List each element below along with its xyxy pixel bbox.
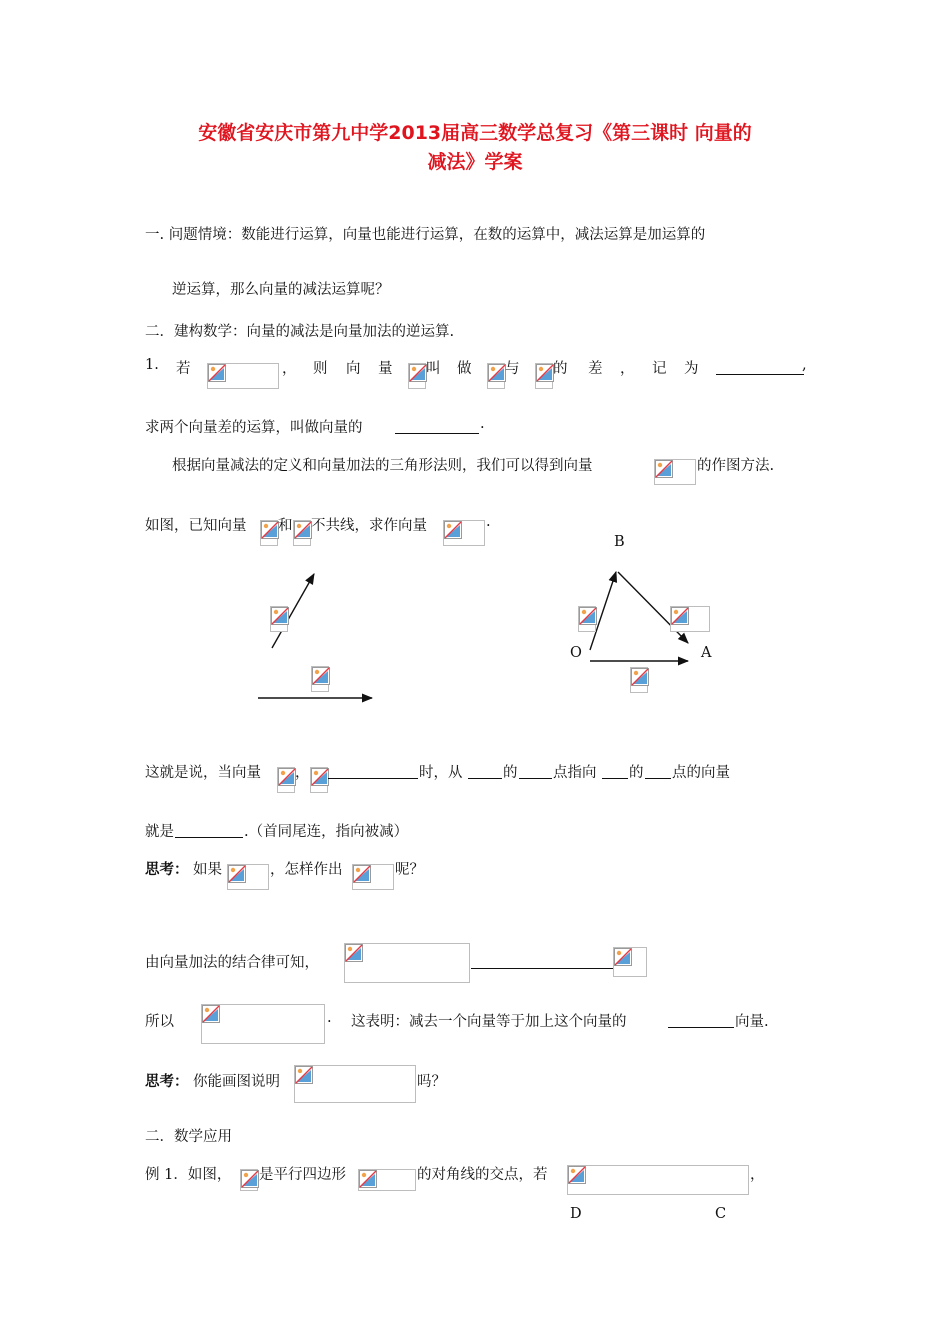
think1-b: ，怎样作出 xyxy=(270,862,343,878)
item1-ze: 则 xyxy=(313,361,328,377)
answer-blank xyxy=(668,1010,734,1028)
answer-blank xyxy=(471,951,613,969)
image-placeholder-icon xyxy=(202,1005,220,1023)
section1-line2: 逆运算，那么向量的减法运算呢？ xyxy=(172,282,390,298)
example1-c: 的对角线的交点，若 xyxy=(417,1167,548,1183)
image-placeholder-icon xyxy=(359,1170,377,1188)
saying-c: 时，从 xyxy=(419,765,463,781)
saying-b: ， xyxy=(295,765,310,781)
point-label-A: A xyxy=(701,645,712,661)
formula-image xyxy=(201,1004,325,1044)
example1-a: 例 1．如图， xyxy=(145,1167,232,1183)
image-placeholder-icon xyxy=(311,768,329,786)
image-placeholder-icon xyxy=(353,865,371,883)
image-placeholder-icon xyxy=(579,607,597,625)
item1-liang: 量 xyxy=(378,361,393,377)
item1-ruo: 若 xyxy=(176,361,191,377)
image-placeholder-icon xyxy=(655,460,673,478)
image-placeholder-icon xyxy=(271,607,289,625)
formula-image xyxy=(487,363,505,389)
figure-intro-a: 如图，已知向量 xyxy=(145,518,247,534)
image-placeholder-icon xyxy=(228,865,246,883)
diff-line-text: 求两个向量差的运算，叫做向量的 xyxy=(145,420,363,436)
section3-heading: 二．数学应用 xyxy=(145,1129,232,1145)
item1-comma: ， xyxy=(282,361,297,377)
vector-diagram xyxy=(0,530,950,720)
item1-xiang: 向 xyxy=(346,361,361,377)
formula-image xyxy=(207,363,279,389)
example1-d: ， xyxy=(750,1167,765,1183)
think2-a: 你能画图说明 xyxy=(193,1074,280,1090)
figure-intro-b: 和 xyxy=(278,518,293,534)
so-b: . xyxy=(327,1010,332,1026)
point-label-D: D xyxy=(570,1206,582,1222)
image-placeholder-icon xyxy=(241,1170,259,1188)
think1-a: 如果 xyxy=(193,862,222,878)
item1-ji: 记 xyxy=(652,361,667,377)
is-b: .（首同尾连，指向被减） xyxy=(244,824,409,840)
answer-blank xyxy=(395,416,479,434)
example1-b: 是平行四边形 xyxy=(259,1167,346,1183)
so-d: 向量. xyxy=(735,1014,769,1030)
image-placeholder-icon xyxy=(536,364,554,382)
point-label-O: O xyxy=(570,645,582,661)
image-placeholder-icon xyxy=(409,364,427,382)
formula-image xyxy=(227,864,269,890)
so-c: 这表明：减去一个向量等于加上这个向量的 xyxy=(351,1014,627,1030)
image-placeholder-icon xyxy=(614,948,632,966)
item1-comma2: ， xyxy=(620,361,635,377)
section1-line1: 一. 问题情境：数能进行运算，向量也能进行运算，在数的运算中，减法运算是加运算的 xyxy=(145,227,706,243)
formula-image xyxy=(535,363,553,389)
formula-image xyxy=(654,459,696,485)
formula-image xyxy=(352,864,394,890)
formula-image xyxy=(613,947,647,977)
answer-blank xyxy=(716,357,804,375)
formula-image xyxy=(358,1169,416,1191)
item1-jiao: 叫 xyxy=(426,361,441,377)
item1-wei: 为 xyxy=(684,361,699,377)
saying-d: 的 xyxy=(503,765,518,781)
formula-image xyxy=(670,606,710,632)
formula-image xyxy=(578,606,596,632)
think1-c: 呢？ xyxy=(395,862,424,878)
answer-blank xyxy=(645,761,671,779)
think1-label: 思考： xyxy=(145,861,189,878)
item1-zuo: 做 xyxy=(457,361,472,377)
formula-image xyxy=(408,363,426,389)
saying-g: 点的向量 xyxy=(672,765,730,781)
formula-image xyxy=(567,1165,749,1195)
formula-image xyxy=(294,1065,416,1103)
answer-blank xyxy=(468,761,502,779)
item1-end: , xyxy=(802,357,807,373)
answer-blank xyxy=(175,820,243,838)
formula-image xyxy=(310,767,328,793)
formula-image xyxy=(270,606,288,632)
point-label-C: C xyxy=(715,1206,727,1222)
image-placeholder-icon xyxy=(488,364,506,382)
figure-intro-d: . xyxy=(486,514,491,530)
answer-blank xyxy=(519,761,552,779)
think2-b: 吗？ xyxy=(417,1074,446,1090)
formula-image xyxy=(277,767,295,793)
assoc-text: 由向量加法的结合律可知， xyxy=(145,955,319,971)
item1-yu: 与 xyxy=(505,361,520,377)
formula-image xyxy=(240,1169,258,1191)
think2-label: 思考： xyxy=(145,1073,189,1090)
image-placeholder-icon xyxy=(671,607,689,625)
is-a: 就是 xyxy=(145,824,174,840)
saying-e: 点指向 xyxy=(553,765,597,781)
saying-a: 这就是说，当向量 xyxy=(145,765,261,781)
answer-blank xyxy=(328,761,418,779)
diff-line-end: . xyxy=(480,416,485,432)
construct-text: 根据向量减法的定义和向量加法的三角形法则，我们可以得到向量 xyxy=(172,458,593,474)
formula-image xyxy=(344,943,470,983)
image-placeholder-icon xyxy=(208,364,226,382)
doc-title-line2: 减法》学案 xyxy=(427,151,523,173)
item1-cha: 差 xyxy=(588,361,603,377)
point-label-B: B xyxy=(614,534,625,550)
image-placeholder-icon xyxy=(312,667,330,685)
doc-title-line1: 安徽省安庆市第九中学2013届高三数学总复习《第三课时 向量的 xyxy=(198,122,752,144)
image-placeholder-icon xyxy=(568,1166,586,1184)
image-placeholder-icon xyxy=(278,768,296,786)
item1-de: 的 xyxy=(553,361,568,377)
image-placeholder-icon xyxy=(631,668,649,686)
so-text: 所以 xyxy=(145,1014,174,1030)
item1-num: 1. xyxy=(145,357,159,373)
image-placeholder-icon xyxy=(345,944,363,962)
figure-intro-c: 不共线，求作向量 xyxy=(311,518,427,534)
image-placeholder-icon xyxy=(295,1066,313,1084)
construct-text-end: 的作图方法. xyxy=(697,458,775,474)
formula-image xyxy=(630,667,648,693)
saying-f: 的 xyxy=(629,765,644,781)
answer-blank xyxy=(602,761,628,779)
formula-image xyxy=(311,666,329,692)
section2-heading: 二．建构数学：向量的减法是向量加法的逆运算. xyxy=(145,324,455,340)
